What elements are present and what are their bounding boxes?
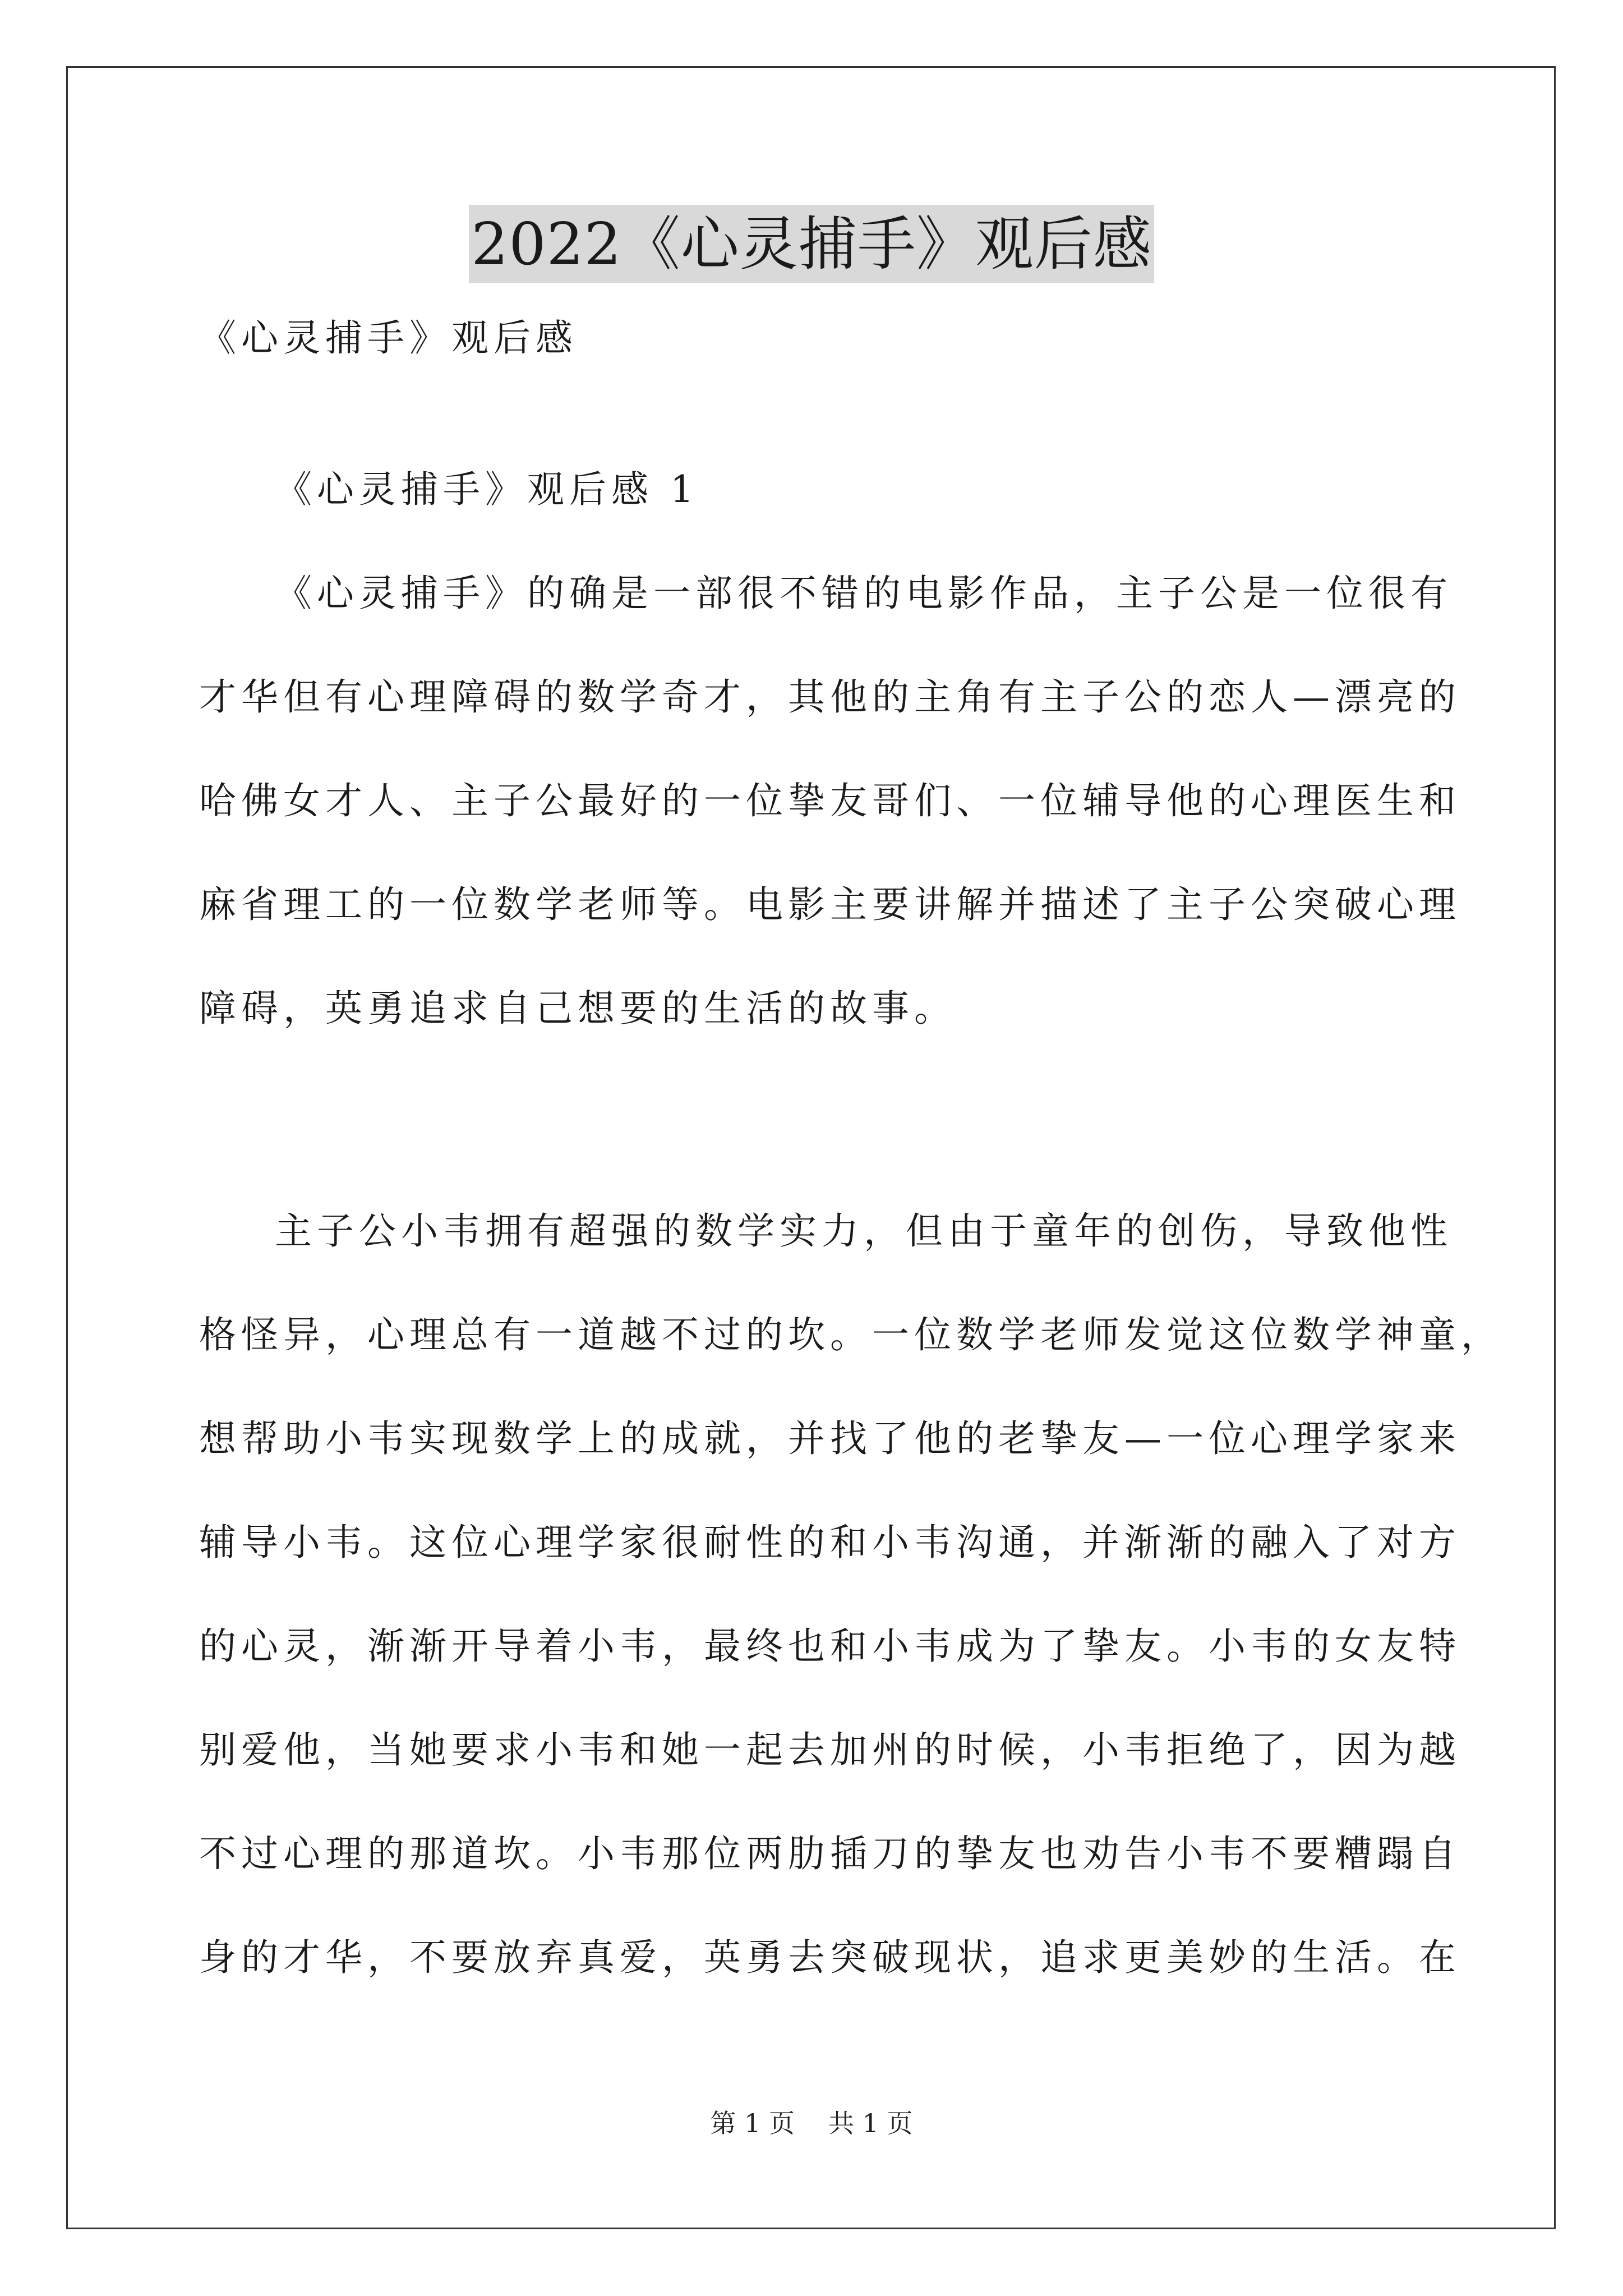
paragraph2-line: 想帮助小韦实现数学上的成就，并找了他的老挚友—一位心理学家来 <box>199 1417 1461 1460</box>
paragraph1-line: 才华但有心理障碍的数学奇才，其他的主角有主子公的恋人—漂亮的 <box>199 675 1461 719</box>
paragraph2-line: 格怪异，心理总有一道越不过的坎。一位数学老师发觉这位数学神童， <box>199 1313 1503 1356</box>
title-container <box>0 205 1623 283</box>
paragraph2-line: 的心灵，渐渐开导着小韦，最终也和小韦成为了挚友。小韦的女友特 <box>199 1625 1461 1668</box>
document-subtitle: 《心灵捕手》观后感 <box>199 316 578 360</box>
paragraph1-line: 麻省理工的一位数学老师等。电影主要讲解并描述了主子公突破心理 <box>199 883 1461 926</box>
paragraph2-line: 不过心理的那道坎。小韦那位两肋插刀的挚友也劝告小韦不要糟蹋自 <box>199 1832 1461 1875</box>
paragraph2-line: 别爱他，当她要求小韦和她一起去加州的时候，小韦拒绝了，因为越 <box>199 1728 1461 1772</box>
paragraph2-line: 身的才华，不要放弃真爱，英勇去突破现状，追求更美妙的生活。在 <box>199 1936 1461 1979</box>
paragraph2-line: 主子公小韦拥有超强的数学实力，但由于童年的创伤，导致他性 <box>275 1209 1453 1253</box>
paragraph1-line: 障碍，英勇追求自己想要的生活的故事。 <box>199 987 956 1030</box>
page-number-total: 共 1 页 <box>828 2108 913 2138</box>
paragraph1-line: 哈佛女才人、主子公最好的一位挚友哥们、一位辅导他的心理医生和 <box>199 779 1461 822</box>
page-number-current: 第 1 页 <box>710 2108 795 2138</box>
section-heading: 《心灵捕手》观后感 1 <box>275 468 699 511</box>
page-border <box>66 66 1556 2229</box>
document-title: 2022《心灵捕手》观后感 <box>469 205 1154 283</box>
page-footer <box>0 2106 1623 2140</box>
paragraph2-line: 辅导小韦。这位心理学家很耐性的和小韦沟通，并渐渐的融入了对方 <box>199 1521 1461 1564</box>
paragraph1-line: 《心灵捕手》的确是一部很不错的电影作品，主子公是一位很有 <box>275 572 1453 615</box>
